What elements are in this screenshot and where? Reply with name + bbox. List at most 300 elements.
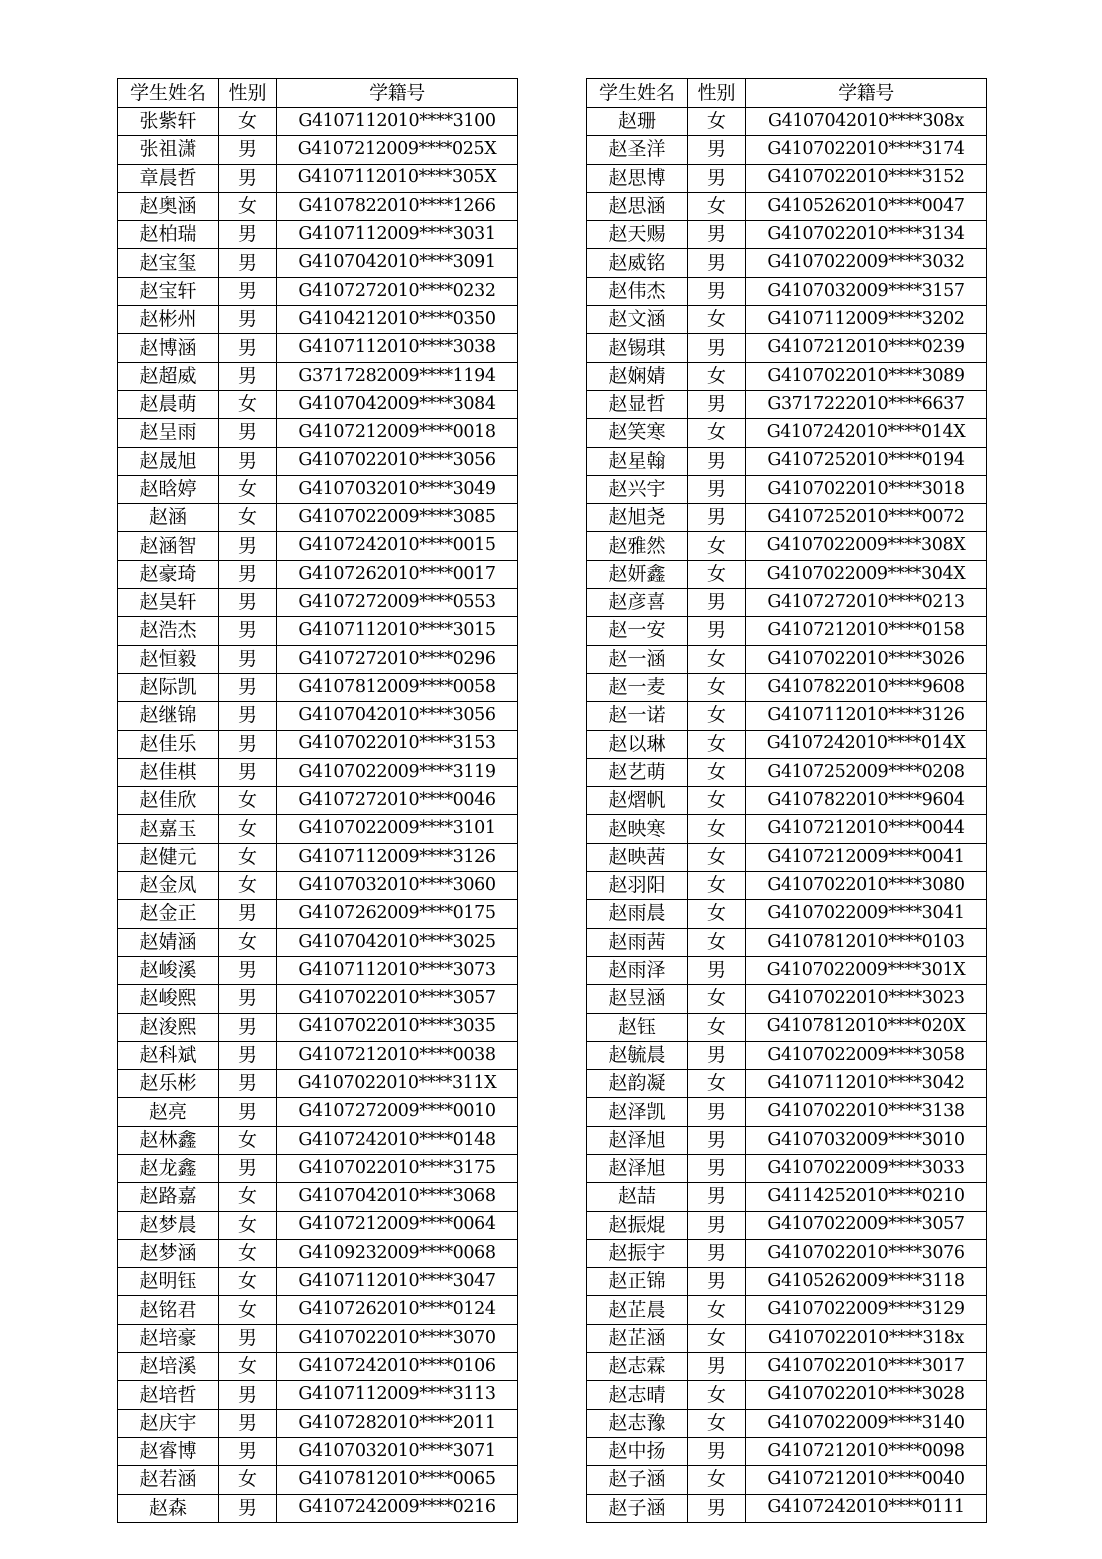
table-row [587, 1466, 987, 1494]
student-id-cell: G4107252009****0208 [746, 758, 987, 786]
student-gender-cell: 女 [219, 1466, 277, 1494]
student-id-cell: G4107022010****3152 [746, 164, 987, 192]
student-name-cell: 赵嘉玉 [118, 815, 219, 843]
student-id-cell: G4107022010****3035 [277, 1013, 518, 1041]
student-gender-cell: 男 [688, 249, 746, 277]
student-gender-cell: 男 [219, 673, 277, 701]
student-gender-cell: 男 [688, 334, 746, 362]
student-name-cell: 张祖潇 [118, 136, 219, 164]
table-row [118, 532, 518, 560]
student-name-cell: 赵森 [118, 1494, 219, 1522]
student-name-cell: 赵梦涵 [118, 1239, 219, 1267]
student-name-cell: 赵雨茜 [587, 928, 688, 956]
student-name-cell: 赵泽旭 [587, 1126, 688, 1154]
student-id-cell: G4107022009****3032 [746, 249, 987, 277]
roster-body-left [118, 79, 518, 1523]
student-id-cell: G4107022010****3153 [277, 730, 518, 758]
table-row [587, 1211, 987, 1239]
student-gender-cell: 男 [219, 221, 277, 249]
student-id-cell: G4107112010****3073 [277, 956, 518, 984]
student-name-cell: 赵芷晨 [587, 1296, 688, 1324]
table-row [118, 928, 518, 956]
student-name-cell: 赵奥涵 [118, 192, 219, 220]
student-gender-cell: 男 [219, 419, 277, 447]
student-id-cell: G4107112009****3113 [277, 1381, 518, 1409]
student-gender-cell: 女 [688, 192, 746, 220]
table-row [118, 504, 518, 532]
student-name-cell: 赵宝玺 [118, 249, 219, 277]
student-gender-cell: 男 [219, 1098, 277, 1126]
table-row [587, 589, 987, 617]
student-gender-cell: 男 [688, 475, 746, 503]
student-gender-cell: 女 [688, 1381, 746, 1409]
student-name-cell: 赵一安 [587, 617, 688, 645]
student-id-cell: G4107212009****025X [277, 136, 518, 164]
header-gender: 性别 [688, 79, 746, 108]
student-id-cell: G4107022010****3134 [746, 221, 987, 249]
header-row [587, 79, 987, 108]
student-name-cell: 章晨哲 [118, 164, 219, 192]
student-id-cell: G4107022010****318x [746, 1324, 987, 1352]
student-name-cell: 赵艺萌 [587, 758, 688, 786]
student-gender-cell: 男 [219, 334, 277, 362]
student-id-cell: G4107272009****0010 [277, 1098, 518, 1126]
student-gender-cell: 女 [219, 1296, 277, 1324]
table-row [118, 192, 518, 220]
student-id-cell: G4107022010****3076 [746, 1239, 987, 1267]
student-id-cell: G4107112010****3038 [277, 334, 518, 362]
student-name-cell: 赵涵 [118, 504, 219, 532]
student-id-cell: G4107112010****3015 [277, 617, 518, 645]
student-name-cell: 赵路嘉 [118, 1183, 219, 1211]
student-name-cell: 赵昊轩 [118, 589, 219, 617]
student-name-cell: 赵梦晨 [118, 1211, 219, 1239]
student-id-cell: G4107022010****3174 [746, 136, 987, 164]
student-name-cell: 赵峻溪 [118, 956, 219, 984]
table-row [587, 108, 987, 136]
table-row [587, 306, 987, 334]
table-row [118, 730, 518, 758]
table-row [587, 1381, 987, 1409]
student-id-cell: G4107032009****3010 [746, 1126, 987, 1154]
student-id-cell: G4107262009****0175 [277, 900, 518, 928]
student-id-cell: G4107212010****0098 [746, 1437, 987, 1465]
student-id-cell: G4107112010****305X [277, 164, 518, 192]
student-roster-table-right [586, 78, 987, 1523]
student-name-cell: 赵彬州 [118, 306, 219, 334]
header-student-id: 学籍号 [746, 79, 987, 108]
table-row [118, 843, 518, 871]
student-id-cell: G4107242010****0148 [277, 1126, 518, 1154]
student-id-cell: G4107022009****3041 [746, 900, 987, 928]
student-gender-cell: 女 [688, 843, 746, 871]
student-gender-cell: 男 [688, 504, 746, 532]
student-id-cell: G4107022009****301X [746, 956, 987, 984]
table-row [587, 985, 987, 1013]
student-name-cell: 赵庆宇 [118, 1409, 219, 1437]
student-gender-cell: 男 [219, 447, 277, 475]
student-id-cell: G4107112009****3031 [277, 221, 518, 249]
student-gender-cell: 女 [688, 928, 746, 956]
student-id-cell: G4107022009****3119 [277, 758, 518, 786]
table-row [587, 872, 987, 900]
student-name-cell: 赵龙鑫 [118, 1154, 219, 1182]
student-id-cell: G4107022010****3089 [746, 362, 987, 390]
student-name-cell: 赵泽旭 [587, 1154, 688, 1182]
student-gender-cell: 男 [219, 1409, 277, 1437]
student-id-cell: G4107022010****3056 [277, 447, 518, 475]
student-gender-cell: 女 [219, 1353, 277, 1381]
student-id-cell: G4107022010****3017 [746, 1353, 987, 1381]
table-row [118, 475, 518, 503]
student-name-cell: 赵映茜 [587, 843, 688, 871]
student-id-cell: G4107272009****0553 [277, 589, 518, 617]
student-id-cell: G4107812010****0065 [277, 1466, 518, 1494]
table-row [587, 673, 987, 701]
student-id-cell: G4107252010****0194 [746, 447, 987, 475]
student-id-cell: G4104212010****0350 [277, 306, 518, 334]
student-name-cell: 赵志晴 [587, 1381, 688, 1409]
student-id-cell: G4107022010****311X [277, 1070, 518, 1098]
table-row [587, 900, 987, 928]
student-id-cell: G4107242010****014X [746, 730, 987, 758]
student-id-cell: G4107022010****3138 [746, 1098, 987, 1126]
table-row [587, 1324, 987, 1352]
table-row [118, 787, 518, 815]
table-row [118, 1041, 518, 1069]
student-id-cell: G4105262010****0047 [746, 192, 987, 220]
table-row [118, 815, 518, 843]
student-id-cell: G4114252010****0210 [746, 1183, 987, 1211]
student-name-cell: 赵子涵 [587, 1494, 688, 1522]
student-id-cell: G4107022010****3070 [277, 1324, 518, 1352]
table-row [587, 1126, 987, 1154]
student-id-cell: G4107822010****1266 [277, 192, 518, 220]
student-id-cell: G4107212009****0041 [746, 843, 987, 871]
student-name-cell: 赵浚熙 [118, 1013, 219, 1041]
table-row [118, 136, 518, 164]
student-name-cell: 赵威铭 [587, 249, 688, 277]
student-gender-cell: 女 [219, 108, 277, 136]
student-name-cell: 赵珊 [587, 108, 688, 136]
student-gender-cell: 女 [688, 1296, 746, 1324]
table-row [587, 1494, 987, 1522]
table-row [118, 1126, 518, 1154]
table-row [587, 815, 987, 843]
student-gender-cell: 女 [688, 306, 746, 334]
student-name-cell: 张紫轩 [118, 108, 219, 136]
student-id-cell: G4107022009****3101 [277, 815, 518, 843]
student-name-cell: 赵佳欣 [118, 787, 219, 815]
student-name-cell: 赵映寒 [587, 815, 688, 843]
table-row [118, 390, 518, 418]
student-id-cell: G4107042010****3056 [277, 702, 518, 730]
student-name-cell: 赵兴宇 [587, 475, 688, 503]
student-name-cell: 赵星翰 [587, 447, 688, 475]
student-id-cell: G4107022009****3033 [746, 1154, 987, 1182]
table-row [587, 645, 987, 673]
student-gender-cell: 男 [688, 164, 746, 192]
student-gender-cell: 女 [688, 419, 746, 447]
roster-body-right [587, 79, 987, 1523]
student-name-cell: 赵金凤 [118, 872, 219, 900]
table-row [118, 1466, 518, 1494]
table-row [118, 221, 518, 249]
student-gender-cell: 女 [688, 985, 746, 1013]
student-id-cell: G4107212010****0040 [746, 1466, 987, 1494]
student-id-cell: G4107112010****3126 [746, 702, 987, 730]
table-row [118, 306, 518, 334]
student-gender-cell: 男 [219, 1154, 277, 1182]
student-id-cell: G4107822010****9604 [746, 787, 987, 815]
table-row [118, 1353, 518, 1381]
student-name-cell: 赵韵凝 [587, 1070, 688, 1098]
table-row [587, 419, 987, 447]
student-id-cell: G4107252010****0072 [746, 504, 987, 532]
student-name-cell: 赵彦喜 [587, 589, 688, 617]
student-id-cell: G4107242010****0106 [277, 1353, 518, 1381]
student-gender-cell: 女 [688, 673, 746, 701]
student-roster-table-left [117, 78, 518, 1523]
student-name-cell: 赵天赐 [587, 221, 688, 249]
student-gender-cell: 男 [219, 985, 277, 1013]
student-gender-cell: 男 [688, 1183, 746, 1211]
student-gender-cell: 男 [688, 1437, 746, 1465]
student-id-cell: G4107112009****3202 [746, 306, 987, 334]
student-gender-cell: 男 [688, 447, 746, 475]
student-name-cell: 赵正锦 [587, 1268, 688, 1296]
student-name-cell: 赵泽凯 [587, 1098, 688, 1126]
student-name-cell: 赵振焜 [587, 1211, 688, 1239]
student-id-cell: G4107022009****3058 [746, 1041, 987, 1069]
student-gender-cell: 女 [219, 928, 277, 956]
student-id-cell: G4107042010****3068 [277, 1183, 518, 1211]
student-gender-cell: 女 [688, 645, 746, 673]
student-gender-cell: 男 [688, 1353, 746, 1381]
table-row [587, 730, 987, 758]
student-name-cell: 赵培豪 [118, 1324, 219, 1352]
table-row [587, 1437, 987, 1465]
student-id-cell: G4107112009****3126 [277, 843, 518, 871]
student-gender-cell: 男 [688, 589, 746, 617]
table-row [587, 504, 987, 532]
table-row [587, 1098, 987, 1126]
student-gender-cell: 男 [219, 730, 277, 758]
student-id-cell: G4107822010****9608 [746, 673, 987, 701]
student-gender-cell: 男 [219, 1494, 277, 1522]
student-gender-cell: 男 [688, 1098, 746, 1126]
student-name-cell: 赵金正 [118, 900, 219, 928]
student-name-cell: 赵文涵 [587, 306, 688, 334]
student-gender-cell: 男 [688, 1126, 746, 1154]
student-gender-cell: 男 [219, 164, 277, 192]
student-name-cell: 赵柏瑞 [118, 221, 219, 249]
table-row [118, 1070, 518, 1098]
table-row [587, 758, 987, 786]
student-name-cell: 赵晗婷 [118, 475, 219, 503]
student-name-cell: 赵伟杰 [587, 277, 688, 305]
student-gender-cell: 女 [688, 1070, 746, 1098]
student-gender-cell: 男 [219, 645, 277, 673]
table-row [118, 1239, 518, 1267]
table-row [118, 1013, 518, 1041]
student-name-cell: 赵浩杰 [118, 617, 219, 645]
student-id-cell: G3717282009****1194 [277, 362, 518, 390]
table-row [118, 1494, 518, 1522]
student-name-cell: 赵科斌 [118, 1041, 219, 1069]
table-row [118, 617, 518, 645]
student-name-cell: 赵继锦 [118, 702, 219, 730]
table-row [118, 1098, 518, 1126]
student-id-cell: G4107032009****3157 [746, 277, 987, 305]
student-gender-cell: 女 [688, 108, 746, 136]
student-id-cell: G4107112010****3047 [277, 1268, 518, 1296]
student-gender-cell: 女 [219, 1239, 277, 1267]
student-id-cell: G4107212010****0038 [277, 1041, 518, 1069]
student-name-cell: 赵笑寒 [587, 419, 688, 447]
student-name-cell: 赵喆 [587, 1183, 688, 1211]
student-name-cell: 赵睿博 [118, 1437, 219, 1465]
student-gender-cell: 男 [688, 1268, 746, 1296]
student-gender-cell: 男 [219, 1041, 277, 1069]
table-row [587, 1296, 987, 1324]
table-row [118, 956, 518, 984]
table-row [587, 164, 987, 192]
student-id-cell: G4107212010****0158 [746, 617, 987, 645]
student-name-cell: 赵婧涵 [118, 928, 219, 956]
student-id-cell: G4107022009****3129 [746, 1296, 987, 1324]
table-row [587, 390, 987, 418]
student-name-cell: 赵超威 [118, 362, 219, 390]
student-id-cell: G4107022010****3080 [746, 872, 987, 900]
student-name-cell: 赵宝轩 [118, 277, 219, 305]
student-gender-cell: 女 [688, 702, 746, 730]
student-gender-cell: 女 [219, 872, 277, 900]
header-name: 学生姓名 [587, 79, 688, 108]
student-name-cell: 赵呈雨 [118, 419, 219, 447]
table-row [118, 702, 518, 730]
student-gender-cell: 男 [688, 221, 746, 249]
student-gender-cell: 男 [688, 1494, 746, 1522]
student-name-cell: 赵培哲 [118, 1381, 219, 1409]
student-gender-cell: 女 [219, 843, 277, 871]
student-name-cell: 赵昱涵 [587, 985, 688, 1013]
student-name-cell: 赵志豫 [587, 1409, 688, 1437]
table-row [118, 108, 518, 136]
table-row [587, 249, 987, 277]
student-gender-cell: 女 [688, 532, 746, 560]
table-row [587, 560, 987, 588]
student-name-cell: 赵涵智 [118, 532, 219, 560]
student-id-cell: G4107022010****3057 [277, 985, 518, 1013]
student-name-cell: 赵显哲 [587, 390, 688, 418]
table-row [118, 164, 518, 192]
student-gender-cell: 男 [219, 560, 277, 588]
table-row [587, 787, 987, 815]
student-id-cell: G4107022010****3026 [746, 645, 987, 673]
student-name-cell: 赵羽阳 [587, 872, 688, 900]
student-gender-cell: 女 [219, 815, 277, 843]
table-row [587, 1409, 987, 1437]
student-gender-cell: 男 [688, 1154, 746, 1182]
student-id-cell: G4107272010****0296 [277, 645, 518, 673]
student-gender-cell: 男 [688, 956, 746, 984]
student-name-cell: 赵佳乐 [118, 730, 219, 758]
table-row [118, 1409, 518, 1437]
student-gender-cell: 女 [688, 1324, 746, 1352]
student-gender-cell: 女 [688, 872, 746, 900]
student-name-cell: 赵培溪 [118, 1353, 219, 1381]
student-id-cell: G4107812010****0103 [746, 928, 987, 956]
student-gender-cell: 女 [688, 560, 746, 588]
student-id-cell: G4107242010****0015 [277, 532, 518, 560]
student-gender-cell: 女 [688, 362, 746, 390]
table-row [118, 1324, 518, 1352]
table-row [587, 1013, 987, 1041]
student-gender-cell: 男 [219, 136, 277, 164]
student-gender-cell: 女 [688, 758, 746, 786]
student-name-cell: 赵峻熙 [118, 985, 219, 1013]
student-name-cell: 赵乐彬 [118, 1070, 219, 1098]
student-gender-cell: 女 [219, 1211, 277, 1239]
table-row [118, 1296, 518, 1324]
student-id-cell: G4107032010****3071 [277, 1437, 518, 1465]
student-id-cell: G4107242010****014X [746, 419, 987, 447]
student-id-cell: G4107022010****3023 [746, 985, 987, 1013]
table-row [587, 221, 987, 249]
student-id-cell: G4107812009****0058 [277, 673, 518, 701]
table-row [587, 532, 987, 560]
student-id-cell: G4107212010****0239 [746, 334, 987, 362]
student-gender-cell: 男 [688, 1211, 746, 1239]
student-gender-cell: 男 [219, 589, 277, 617]
table-row [587, 277, 987, 305]
table-row [118, 560, 518, 588]
student-name-cell: 赵铭君 [118, 1296, 219, 1324]
student-id-cell: G3717222010****6637 [746, 390, 987, 418]
student-id-cell: G4107212009****0018 [277, 419, 518, 447]
table-row [118, 985, 518, 1013]
student-id-cell: G4107022010****3018 [746, 475, 987, 503]
table-row [587, 1239, 987, 1267]
student-name-cell: 赵晟旭 [118, 447, 219, 475]
student-id-cell: G4107042010****3091 [277, 249, 518, 277]
header-gender: 性别 [219, 79, 277, 108]
student-name-cell: 赵恒毅 [118, 645, 219, 673]
table-row [118, 334, 518, 362]
student-gender-cell: 男 [219, 1070, 277, 1098]
student-gender-cell: 女 [219, 1183, 277, 1211]
student-id-cell: G4107042010****308x [746, 108, 987, 136]
student-gender-cell: 女 [219, 1268, 277, 1296]
student-gender-cell: 男 [688, 390, 746, 418]
student-name-cell: 赵志霖 [587, 1353, 688, 1381]
student-name-cell: 赵明钰 [118, 1268, 219, 1296]
student-id-cell: G4107212009****0064 [277, 1211, 518, 1239]
student-gender-cell: 男 [688, 1041, 746, 1069]
table-row [118, 900, 518, 928]
student-id-cell: G4107242009****0216 [277, 1494, 518, 1522]
student-gender-cell: 男 [219, 1437, 277, 1465]
table-row [587, 136, 987, 164]
table-row [118, 1183, 518, 1211]
table-row [587, 1041, 987, 1069]
student-id-cell: G4107212010****0044 [746, 815, 987, 843]
student-id-cell: G4107272010****0232 [277, 277, 518, 305]
table-row [118, 673, 518, 701]
table-row [587, 334, 987, 362]
student-gender-cell: 女 [219, 504, 277, 532]
